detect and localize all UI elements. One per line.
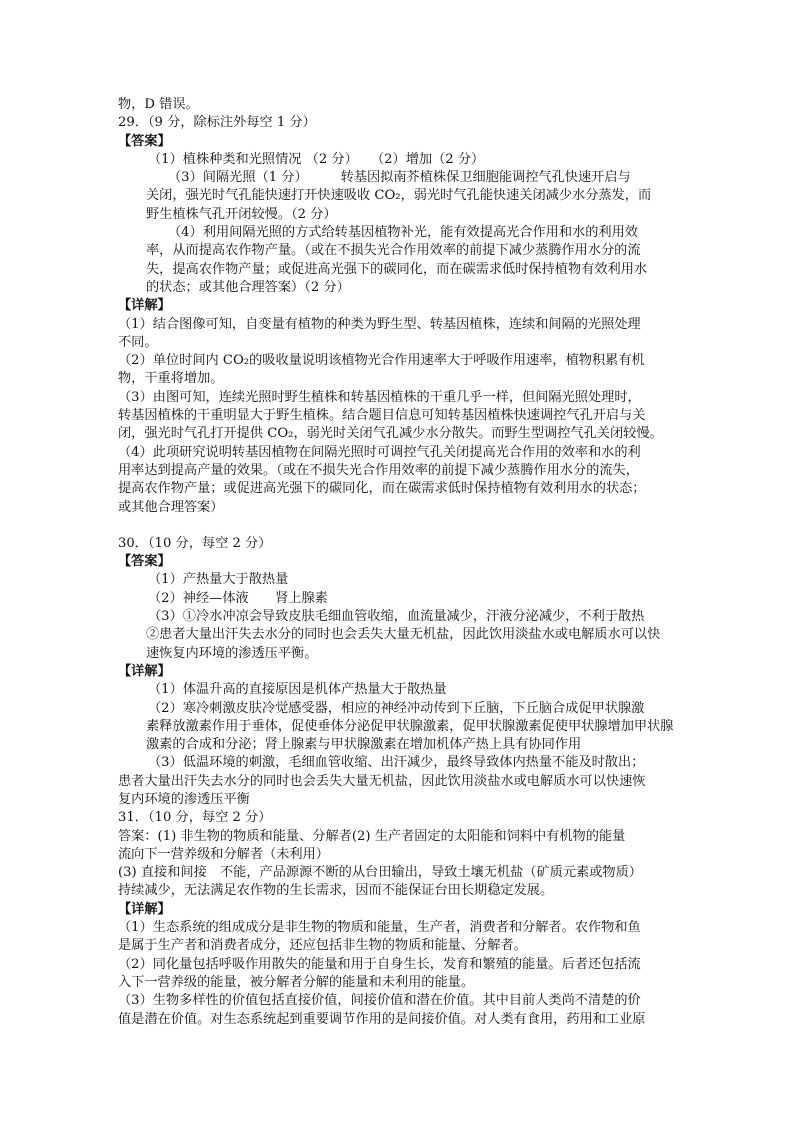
answer-line: 答案：(1) 非生物的物质和能量、分解者(2) 生产者固定的太阳能和饲料中有机物的能量 bbox=[118, 828, 626, 844]
explanation-heading: 【详解】 bbox=[118, 663, 171, 679]
answer-heading: 【答案】 bbox=[118, 554, 171, 570]
explanation-line: 提高农作物产量；或促进高光强下的碳同化，而在碳需求低时保持植物有效利用水的状态； bbox=[118, 481, 646, 497]
paragraph-gap bbox=[118, 517, 678, 535]
explanation-line: （3）生物多样性的价值包括直接价值，间接价值和潜在价值。其中目前人类尚不清楚的价 bbox=[118, 993, 641, 1009]
answer-line: （3）①冷水冲凉会导致皮肤毛细血管收缩，血流量减少，汗液分泌减少，不利于散热 bbox=[148, 609, 645, 625]
explanation-line: （2）寒冷刺激皮肤冷觉感受器，相应的神经冲动传到下丘脑，下丘脑合成促甲状腺激 bbox=[148, 700, 645, 716]
answer-line: 关闭，强光时气孔能快速打开快速吸收 CO₂，弱光时气孔能快速关闭减少水分蒸发，而 bbox=[146, 188, 652, 204]
question-30-header: 30．（10 分，每空 2 分） bbox=[118, 535, 272, 551]
answer-line: （4）利用间隔光照的方式给转基因植物补光，能有效提高光合作用和水的利用效 bbox=[168, 225, 638, 241]
answer-line: 率，从而提高农作物产量。（或在不损失光合作用效率的前提下减少蒸腾作用水分的流 bbox=[146, 243, 641, 259]
explanation-line: （2）同化量包括呼吸作用散失的能量和用于自身生长，发育和繁殖的能量。后者还包括流 bbox=[118, 956, 641, 972]
explanation-line: 是属于生产者和消费者成分，还应包括非生物的物质和能量、分解者。 bbox=[118, 938, 527, 954]
explanation-line: 患者大量出汗失去水分的同时也会丢失大量无机盐，因此饮用淡盐水或电解质水可以快速恢 bbox=[118, 773, 646, 789]
explanation-line: （3）由图可知，连续光照时野生植株和转基因植株的干重几乎一样，但间隔光照处理时， bbox=[118, 389, 641, 405]
explanation-line: 复内环境的渗透压平衡 bbox=[118, 791, 250, 807]
explanation-line: 闭，强光时气孔打开提供 CO₂，弱光时关闭气孔减少水分散失。而野生型调控气孔关闭较慢。 bbox=[118, 426, 663, 442]
explanation-line: （1）结合图像可知，自变量有植物的种类为野生型、转基因植株，连续和间隔的光照处理 bbox=[118, 316, 641, 332]
answer-line: 流向下一营养级和分解者（未利用） bbox=[118, 846, 329, 862]
answer-line: 的状态；或其他合理答案）（2 分） bbox=[146, 279, 350, 295]
answer-line: 速恢复内环境的渗透压平衡。 bbox=[146, 645, 318, 661]
explanation-line: （3）低温环境的刺激，毛细血管收缩、出汗减少，最终导致体内热量不能及时散出； bbox=[148, 755, 645, 771]
answer-line: （1）产热量大于散热量 bbox=[148, 572, 289, 588]
explanation-line: （1）生态系统的组成成分是非生物的物质和能量，生产者，消费者和分解者。农作物和鱼 bbox=[118, 920, 641, 936]
answer-line: 失，提高农作物产量；或促进高光强下的碳同化，而在碳需求低时保持植物有效利用水 bbox=[146, 261, 648, 277]
explanation-heading: 【详解】 bbox=[118, 298, 171, 314]
explanation-line: 转基因植株的干重明显大于野生植株。结合题目信息可知转基因植株快速调控气孔开启与关 bbox=[118, 408, 646, 424]
explanation-line: 或其他合理答案） bbox=[118, 499, 224, 515]
answer-line: （1）植株种类和光照情况 （2 分） （2）增加（2 分） bbox=[148, 151, 485, 167]
explanation-line: 素释放激素作用于垂体，促使垂体分泌促甲状腺激素，促甲状腺激素促使甲状腺增加甲状腺 bbox=[146, 718, 674, 734]
explanation-line: 不同。 bbox=[118, 334, 158, 350]
question-29-header: 29．（9 分，除标注外每空 1 分） bbox=[118, 115, 316, 131]
question-31-header: 31．（10 分，每空 2 分） bbox=[118, 810, 272, 826]
explanation-line: （1）体温升高的直接原因是机体产热量大于散热量 bbox=[148, 682, 447, 698]
answer-line: ②患者大量出汗失去水分的同时也会丢失大量无机盐，因此饮用淡盐水或电解质水可以快 bbox=[146, 627, 661, 643]
explanation-line: （2）单位时间内 CO₂的吸收量说明该植物光合作用速率大于呼吸作用速率，植物积累有机 bbox=[118, 353, 645, 369]
explanation-line: 激素的合成和分泌；肾上腺素与甲状腺激素在增加机体产热上具有协同作用 bbox=[146, 737, 582, 753]
explanation-line: 用率达到提高产量的效果。（或在不损失光合作用效率的前提下减少蒸腾作用水分的流失， bbox=[118, 462, 639, 478]
answer-line: (3) 直接和间接 不能，产品源源不断的从台田输出，导致土壤无机盐（矿质元素或物质） bbox=[118, 865, 642, 881]
document-page bbox=[118, 96, 678, 1029]
explanation-heading: 【详解】 bbox=[118, 901, 171, 917]
answer-heading: 【答案】 bbox=[118, 133, 171, 149]
explanation-line: 物，干重将增加。 bbox=[118, 371, 224, 387]
answer-line: （2）神经—体液 肾上腺素 bbox=[148, 590, 328, 606]
explanation-line: 入下一营养级的能量，被分解者分解的能量和未利用的能量。 bbox=[118, 974, 475, 990]
answer-line: （3）间隔光照（1 分） 转基因拟南芥植株保卫细胞能调控气孔快速开启与 bbox=[168, 170, 631, 186]
text-line: 物，D 错误。 bbox=[118, 97, 199, 112]
answer-line: 野生植株气孔开闭较慢。（2 分） bbox=[146, 206, 337, 222]
explanation-line: 值是潜在价值。对生态系统起到重要调节作用的是间接价值。对人类有食用，药用和工业原 bbox=[118, 1011, 646, 1027]
answer-line: 持续减少，无法满足农作物的生长需求，因而不能保证台田长期稳定发展。 bbox=[118, 883, 554, 899]
explanation-line: （4）此项研究说明转基因植物在间隔光照时可调控气孔关闭提高光合作用的效率和水的利 bbox=[118, 444, 641, 460]
